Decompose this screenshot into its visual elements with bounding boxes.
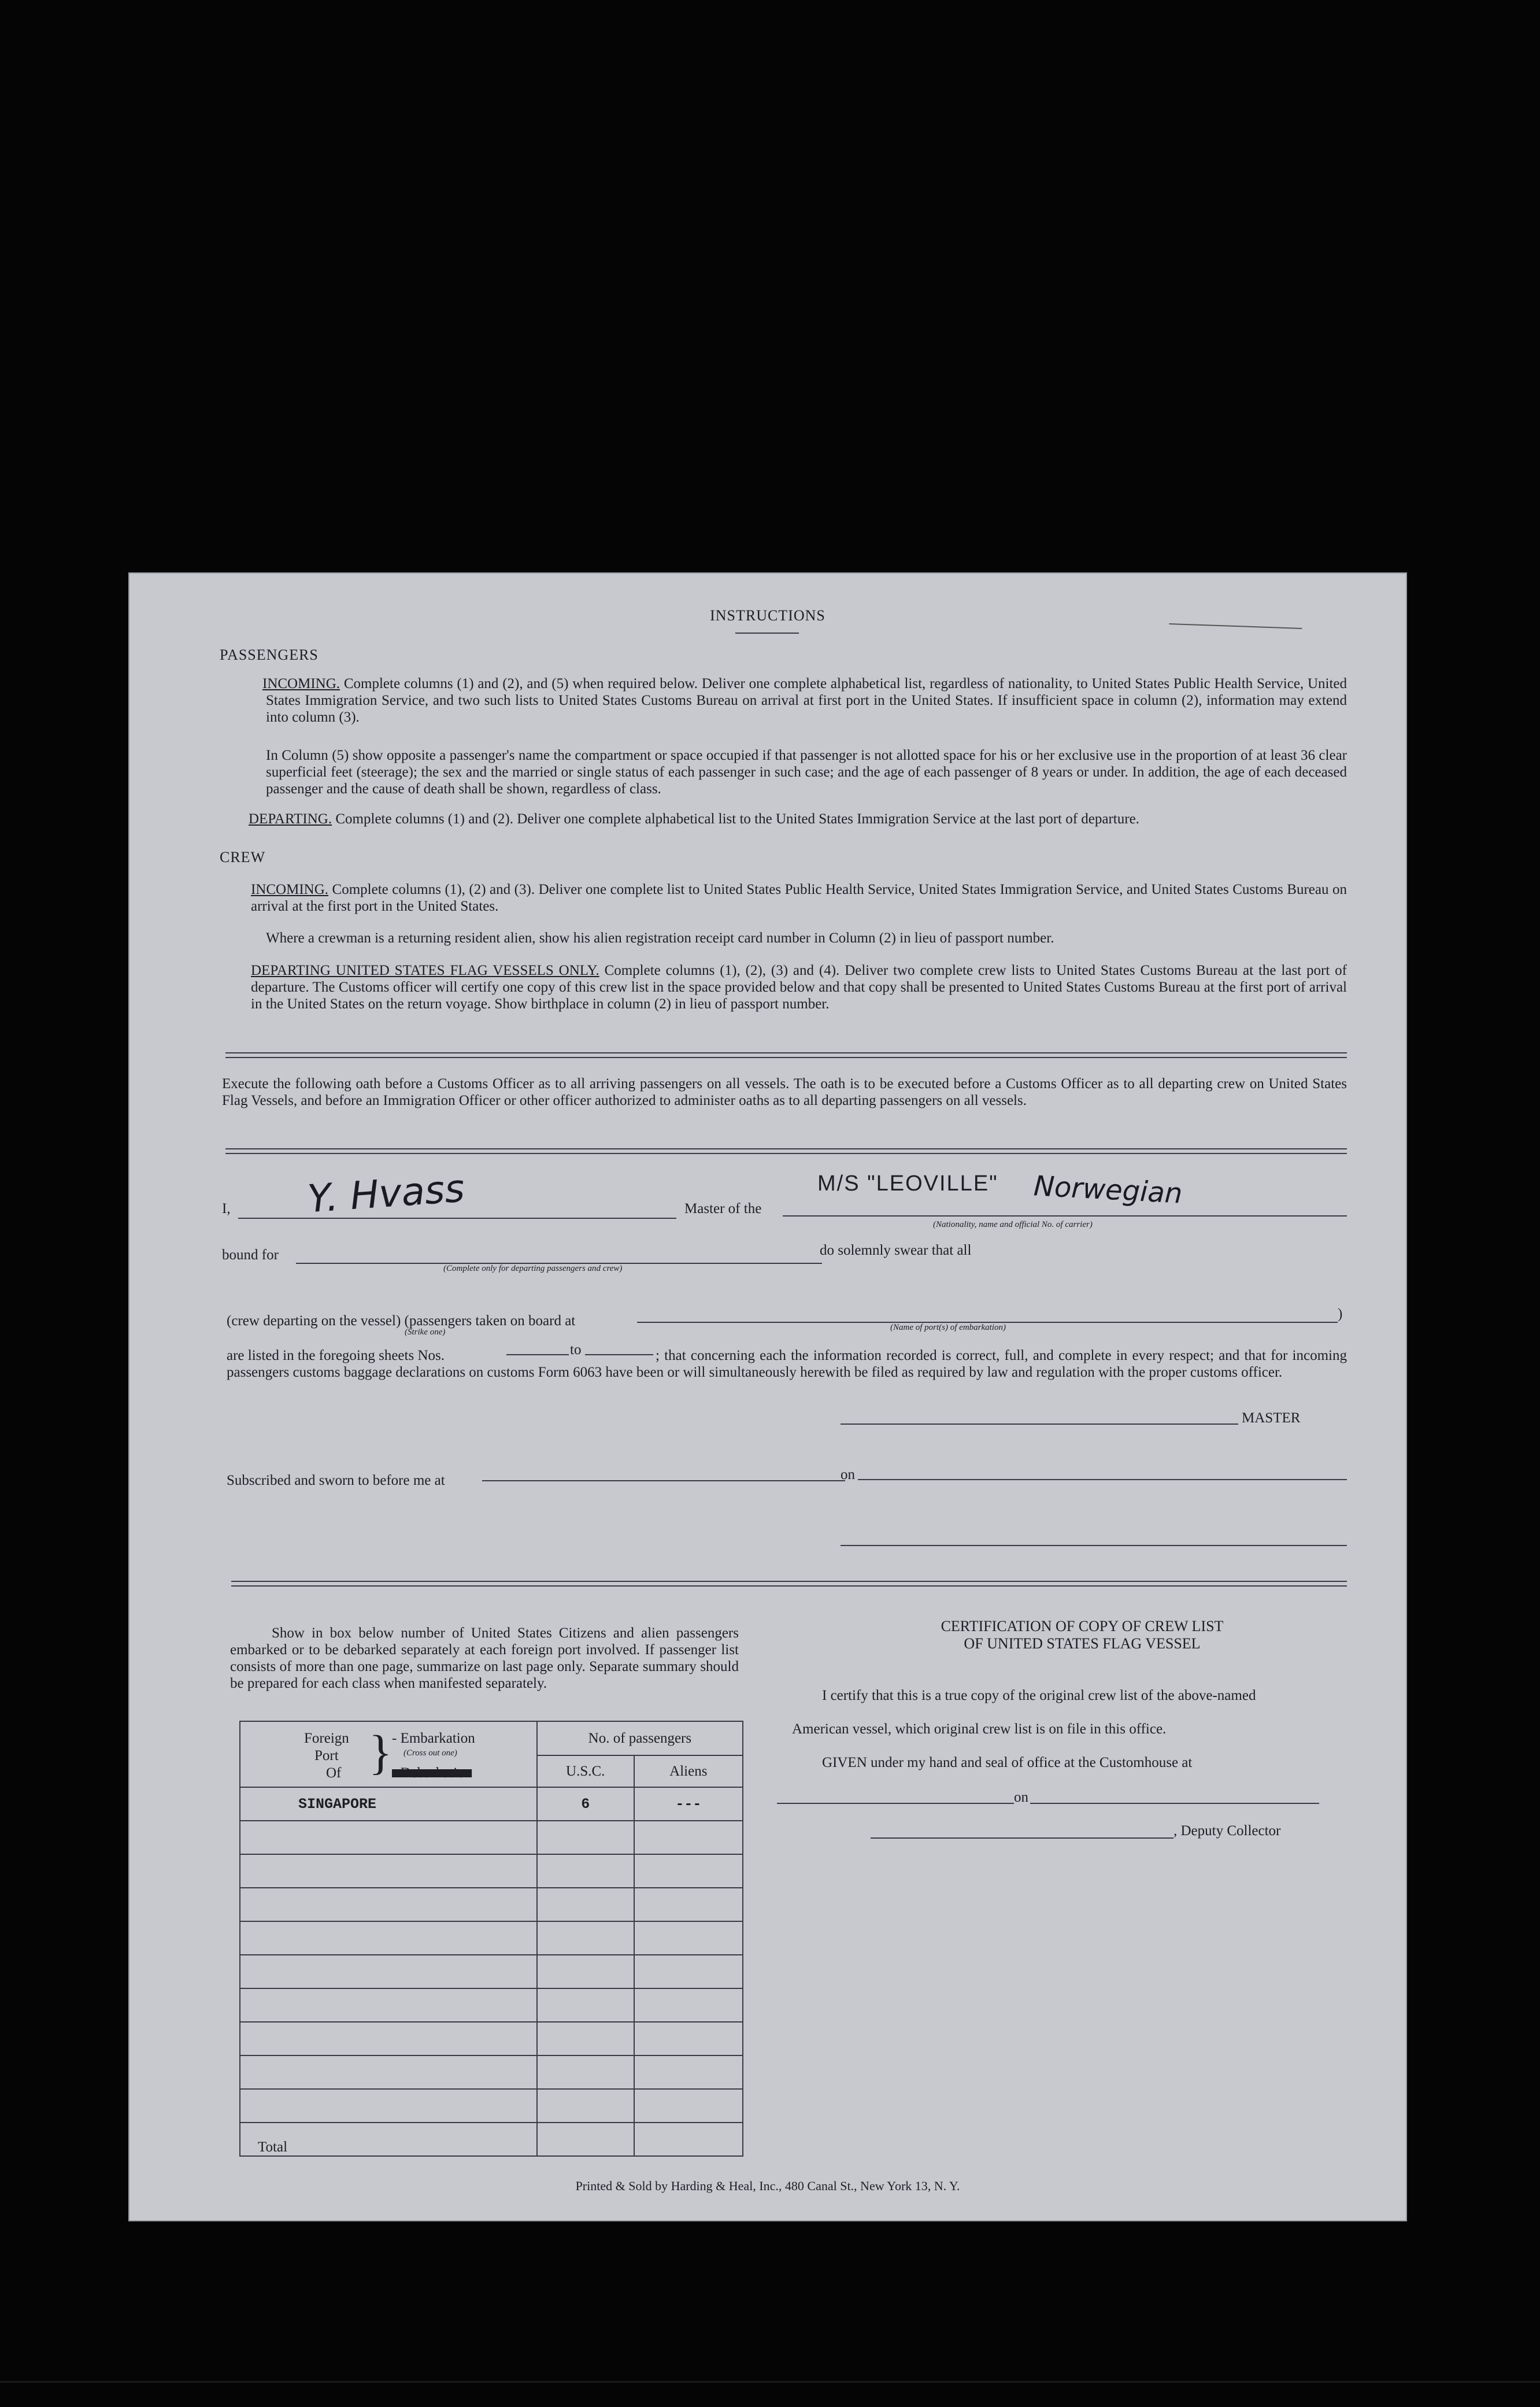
master-name-handwritten: Y. Hvass [306,1166,467,1222]
table-row [240,2089,743,2123]
table-row [240,1921,743,1955]
total-label: Total [240,2123,537,2156]
total-row [240,2123,743,2156]
certification-on-label: on [1014,1789,1028,1805]
no-passengers-header: No. of passengers [537,1721,743,1755]
row-port [240,1821,537,1854]
row-usc [537,2055,634,2089]
column5-paragraph: In Column (5) show opposite a passenger's name the compartment or space occupied if that passenger is not allotted space for his or her exclusive use in the proportion of at least 36 clear superficial feet (steerage); the sex and the married or single status of each passenger in such case; and the age of each passenger of 8 years or under. In addition, the age of each deceased passenger and the cause of death shall be shown, regardless of class. [266,748,1347,797]
ports-caption: (Name of port(s) of embarkation) [890,1323,1006,1332]
row-aliens [634,2089,743,2123]
given-text: GIVEN under my hand and seal of office at the Customhouse at [822,1755,1193,1770]
row-aliens: --- [634,1787,743,1821]
table-row [240,2022,743,2055]
subscribed-label: Subscribed and sworn to before me at [227,1473,445,1488]
instructions-title: INSTRUCTIONS [710,607,825,624]
row-aliens [634,1821,743,1854]
port-label: Port [314,1748,339,1763]
officer-signature-line [841,1545,1347,1546]
row-usc [537,1955,634,1988]
table-row [240,1988,743,2022]
master-of-label: Master of the [684,1201,762,1217]
row-port [240,2089,537,2123]
row-aliens [634,1921,743,1955]
row-aliens [634,1854,743,1888]
cross-caption: (Cross out one) [403,1748,457,1758]
row-usc [537,1854,634,1888]
row-aliens [634,2055,743,2089]
row-usc [537,2022,634,2055]
row-usc [537,1821,634,1854]
row-usc: 6 [537,1787,634,1821]
subscribed-place-line [482,1480,845,1481]
port-header-cell [240,1721,537,1787]
row-usc [537,1921,634,1955]
divider-3 [231,1581,1347,1587]
certify-text-1: I certify that this is a true copy of the original crew list of the above-named [822,1688,1256,1703]
scan-border [0,2381,1540,2383]
crew-incoming-text: Complete columns (1), (2) and (3). Deliver one complete list to United States Public Health Service, United States Immigration Service, and United States Customs Bureau on arrival at the first port in the United States. [251,882,1347,914]
row-port [240,1921,537,1955]
table-row [240,1955,743,1988]
row-port [240,1988,537,2022]
row-aliens [634,1955,743,1988]
customhouse-line [777,1803,1014,1804]
certification-title-2: OF UNITED STATES FLAG VESSEL [964,1635,1201,1652]
nationality-caption: (Nationality, name and official No. of carrier) [933,1220,1093,1229]
flag-label: DEPARTING UNITED STATES FLAG VESSELS ONLY. [251,963,599,978]
crew-departing-text: (crew departing on the vessel) (passengers taken on board at [227,1313,576,1329]
table-row [240,1888,743,1921]
row-aliens [634,2022,743,2055]
crew-incoming-label: INCOMING. [251,882,329,897]
passengers-incoming [262,675,1348,726]
master-signature-line [841,1424,1238,1425]
flag-text: Complete columns (1), (2), (3) and (4). Deliver two complete crew lists to United States Customs Bureau at the last port of departure. The Customs officer will certify one copy of this crew list in the space provided below and that copy shall be presented to United States Customs Bureau at the first port of arrival in the United States on the return voyage. Show birthplace in column (2) in lieu of passport number. [251,963,1348,1012]
corner-mark [1169,623,1302,641]
row-port [240,1888,537,1921]
usc-header: U.S.C. [537,1755,634,1787]
execute-oath-paragraph: Execute the following oath before a Customs Officer as to all arriving passengers on all vessels. The oath is to be executed before a Customs Officer as to all departing crew on United States Flag Vessels, and before an Immigration Officer or other officer authorized to administer oaths as to all departing passengers on all vessels. [222,1076,1347,1108]
table-row [240,1787,743,1821]
certification-title-1: CERTIFICATION OF COPY OF CREW LIST [941,1618,1224,1635]
passengers-departing [249,811,1347,827]
summary-intro: Show in box below number of United States Citizens and alien passengers embarked or to be debarked separately at each foreign port involved. If passenger list consists of more than one page, summarize on last page only. Separate summary should be prepared for each class when manifested separately. [230,1625,739,1691]
row-port [240,1955,537,1988]
subscribed-date-line [858,1479,1347,1480]
printer-footer: Printed & Sold by Harding & Heal, Inc., 480 Canal St., New York 13, N. Y. [575,2179,960,2193]
table-row [240,1854,743,1888]
title-underline [735,633,799,634]
vessel-typed: M/S "LEOVILLE" [817,1171,998,1196]
of-label: Of [326,1765,342,1781]
embarkation-label: - Embarkation [392,1731,475,1746]
listed-to: to [570,1342,582,1358]
passenger-summary-table [239,1721,743,2157]
certification-date-line [1030,1803,1319,1804]
total-aliens [634,2123,743,2156]
crewman-paragraph: Where a crewman is a returning resident alien, show his alien registration receipt card number in Column (2) in lieu of passport number. [266,930,1054,946]
departing-text: Complete columns (1) and (2). Deliver one complete alphabetical list to the United States Immigration Service at the last port of departure. [335,811,1139,827]
bound-caption: (Complete only for departing passengers and crew) [443,1264,623,1273]
row-usc [537,1888,634,1921]
incoming-label: INCOMING. [262,676,340,692]
row-aliens [634,1988,743,2022]
vessel-line [783,1215,1347,1217]
passengers-heading: PASSENGERS [220,646,319,663]
vessel-nationality-handwritten: Norwegian [1032,1170,1183,1210]
table-row [240,2055,743,2089]
listed-text-2: ; that concerning each the information recorded is correct, full, and complete in every respect; and that for incoming passengers customs baggage declarations on customs Form 6063 have been or will simultaneously herewith be filed as required by law and regulation with the proper customs officer. [227,1348,1347,1380]
subscribed-on-label: on [841,1467,855,1482]
strike-caption: (Strike one) [405,1328,446,1337]
table-row [240,1821,743,1854]
master-name-line [238,1218,676,1219]
crew-heading: CREW [220,849,266,866]
incoming-text: Complete columns (1) and (2), and (5) when required below. Deliver one complete alphabetical list, regardless of nationality, to United States Public Health Service, United States Immigration Service, and two such lists to United States Customs Bureau on arrival at first port in the United States. If insufficient space in column (2), information may extend into column (3). [266,676,1348,725]
flag-vessels-paragraph [251,962,1347,1012]
row-port [240,2022,537,2055]
master-label: MASTER [1242,1410,1301,1426]
close-paren: ) [1338,1306,1343,1322]
i-label: I, [222,1201,231,1217]
divider-2 [225,1148,1347,1154]
document-page [128,572,1407,2221]
row-usc [537,1988,634,2022]
row-port: SINGAPORE [240,1787,537,1821]
divider-1 [225,1052,1347,1058]
listed-text-1: are listed in the foregoing sheets Nos. [227,1348,445,1363]
certify-text-2: American vessel, which original crew list is on file in this office. [792,1721,1167,1737]
row-aliens [634,1888,743,1921]
total-usc [537,2123,634,2156]
brace: } [369,1726,393,1780]
foreign-label: Foreign [304,1731,349,1746]
aliens-header: Aliens [634,1755,743,1787]
departing-label: DEPARTING. [249,811,332,827]
row-port [240,1854,537,1888]
deputy-collector-label: , Deputy Collector [1173,1823,1281,1839]
deputy-signature-line [871,1837,1173,1839]
swear-text: do solemnly swear that all [820,1243,972,1258]
row-usc [537,2089,634,2123]
crew-incoming [251,881,1347,915]
debarkation-struck: - Debarkation [392,1765,472,1781]
row-port [240,2055,537,2089]
bound-for-label: bound for [222,1247,279,1263]
